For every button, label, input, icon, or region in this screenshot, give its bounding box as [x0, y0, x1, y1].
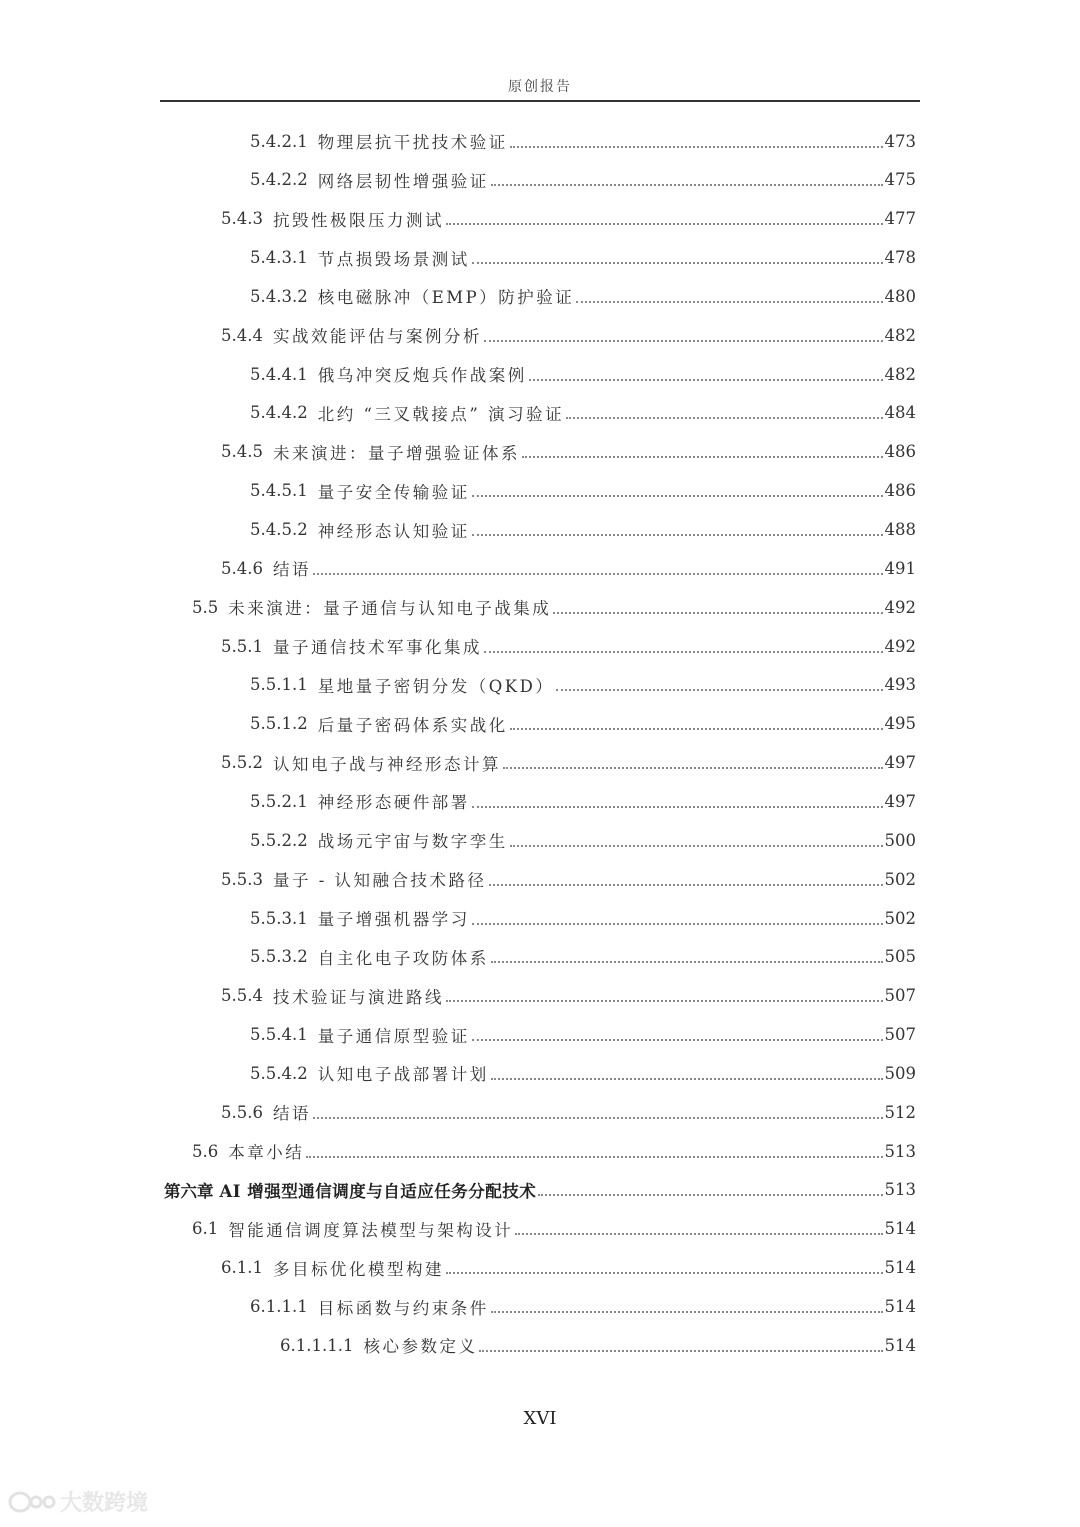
toc-entry[interactable]: [250, 396, 916, 430]
toc-entry-title: 网络层韧性增强验证: [317, 171, 489, 191]
toc-entry-number: 第六章: [164, 1181, 214, 1201]
toc-entry-title: 神经形态硬件部署: [317, 793, 470, 813]
toc-entry-title: 认知电子战与神经形态计算: [272, 754, 501, 774]
toc-entry-title: 节点损毁场景测试: [317, 249, 470, 269]
toc-entry-number: 5.5.3.2: [250, 947, 308, 967]
toc-entry-title: 核电磁脉冲（EMP）防护验证: [317, 288, 575, 308]
toc-entry-page: 477: [884, 209, 916, 229]
toc-dot-leader: [472, 494, 883, 497]
toc-entry-page: 495: [884, 714, 916, 734]
toc-entry-number: 5.4.2.2: [250, 170, 308, 190]
toc-entry-title: 量子通信原型验证: [317, 1026, 470, 1046]
toc-entry-page: 505: [884, 947, 916, 967]
toc-dot-leader: [510, 727, 883, 730]
toc-entry[interactable]: [250, 279, 916, 313]
toc-entry[interactable]: [250, 1018, 916, 1052]
toc-entry-title: 俄乌冲突反炮兵作战案例: [317, 366, 527, 386]
toc-entry-number: 5.5.4.1: [250, 1025, 308, 1045]
toc-dot-leader: [306, 1155, 882, 1158]
toc-entry-number: 5.5.4.2: [250, 1063, 308, 1083]
toc-entry-title: 抗毁性极限压力测试: [272, 210, 444, 230]
toc-entry[interactable]: [250, 241, 916, 275]
toc-entry-number: 5.4.5.2: [250, 520, 308, 539]
toc-entry-title: 量子安全传输验证: [317, 482, 470, 502]
toc-dot-leader: [538, 1193, 882, 1196]
toc-entry[interactable]: [164, 1173, 916, 1207]
toc-entry-page: 513: [884, 1180, 916, 1200]
toc-entry-number: 5.4.2.1: [250, 131, 308, 151]
toc-entry-title: 认知电子战部署计划: [317, 1065, 489, 1085]
toc-dot-leader: [313, 572, 883, 575]
toc-dot-leader: [522, 455, 883, 458]
toc-entry[interactable]: [250, 668, 916, 702]
toc-dot-leader: [553, 611, 882, 614]
toc-entry[interactable]: [250, 1056, 916, 1090]
toc-entry[interactable]: [221, 979, 916, 1013]
toc-dot-leader: [472, 805, 883, 808]
toc-dot-leader: [484, 650, 883, 653]
toc-dot-leader: [510, 844, 883, 847]
toc-entry[interactable]: [221, 318, 916, 352]
toc-entry-title: 未来演进：量子通信与认知电子战集成: [228, 599, 552, 619]
toc-entry-page: 502: [884, 908, 916, 928]
toc-entry-page: 500: [884, 830, 916, 850]
toc-entry-number: 5.5.2: [221, 753, 263, 773]
toc-entry-page: 509: [884, 1063, 916, 1083]
toc-entry-title: 结语: [272, 1104, 311, 1124]
toc-entry-number: 5.5.2.1: [250, 791, 308, 811]
toc-entry-page: 497: [884, 791, 916, 811]
toc-entry-number: 5.5.2.2: [250, 830, 308, 850]
toc-entry-number: 5.4.4: [221, 325, 263, 345]
toc-entry-number: 5.5.6: [221, 1102, 263, 1122]
toc-entry-title: 本章小结: [228, 1143, 305, 1163]
toc-entry-title: 神经形态认知验证: [317, 521, 470, 541]
toc-entry-page: 473: [884, 131, 916, 151]
toc-entry[interactable]: [250, 474, 916, 508]
toc-entry-number: 5.4.5: [221, 442, 263, 462]
toc-entry-number: 5.4.3.2: [250, 286, 308, 306]
toc-entry[interactable]: [250, 357, 916, 391]
toc-entry[interactable]: [192, 1134, 916, 1168]
toc-entry[interactable]: [250, 707, 916, 741]
toc-entry-page: 514: [884, 1258, 916, 1278]
toc-entry-page: 502: [884, 869, 916, 889]
toc-entry[interactable]: [250, 823, 916, 857]
toc-entry-number: 6.1.1.1: [250, 1297, 308, 1316]
toc-entry-number: 5.5.3.1: [250, 908, 308, 928]
toc-dot-leader: [576, 300, 882, 303]
toc-entry-title: 量子 - 认知融合技术路径: [272, 871, 487, 891]
toc-dot-leader: [446, 222, 883, 225]
toc-entry-number: 5.5.1.2: [250, 714, 308, 734]
toc-entry[interactable]: [221, 435, 916, 469]
toc-dot-leader: [491, 960, 883, 963]
toc-entry-number: 5.5.3: [221, 869, 263, 889]
toc-dot-leader: [489, 883, 883, 886]
toc-entry-title: 实战效能评估与案例分析: [272, 327, 482, 347]
toc-entry-page: 514: [884, 1219, 916, 1239]
toc-entry-page: 514: [884, 1335, 916, 1355]
toc-entry-number: 6.1.1.1.1: [280, 1335, 354, 1355]
toc-entry-title: 星地量子密钥分发（QKD）: [317, 676, 555, 696]
toc-entry-number: 5.5.1.1: [250, 675, 308, 695]
toc-dot-leader: [491, 1077, 883, 1080]
toc-dot-leader: [491, 1310, 883, 1313]
toc-entry-title: 自主化电子攻防体系: [317, 948, 489, 968]
chat-bubble-logo-icon: [8, 1489, 56, 1515]
toc-dot-leader: [313, 1116, 883, 1119]
toc-entry-number: 5.4.6: [221, 558, 263, 578]
toc-dot-leader: [472, 261, 883, 264]
toc-entry-page: 475: [884, 170, 916, 190]
toc-entry[interactable]: [250, 1290, 916, 1324]
toc-entry-page: 493: [884, 675, 916, 695]
toc-entry[interactable]: [221, 1251, 916, 1285]
toc-entry-number: 5.4.4.1: [250, 364, 308, 384]
toc-entry-title: 核心参数定义: [363, 1337, 478, 1357]
toc-entry-number: 5.4.3: [221, 209, 263, 229]
toc-entry-page: 492: [884, 636, 916, 656]
toc-entry-number: 5.4.5.1: [250, 481, 308, 501]
toc-entry-title: 后量子密码体系实战化: [317, 715, 508, 735]
toc-entry-number: 6.1: [192, 1219, 219, 1239]
toc-entry[interactable]: [250, 940, 916, 974]
toc-entry-title: 多目标优化模型构建: [272, 1259, 444, 1279]
header-rule: [160, 100, 920, 102]
toc-entry-page: 486: [884, 481, 916, 501]
toc-entry-page: 513: [884, 1141, 916, 1161]
toc-entry-title: 战场元宇宙与数字孪生: [317, 832, 508, 852]
toc-entry-page: 488: [884, 520, 916, 539]
toc-entry-page: 491: [884, 558, 916, 578]
toc-entry-page: 492: [884, 597, 916, 617]
toc-entry[interactable]: [221, 746, 916, 780]
toc-entry[interactable]: [192, 1212, 916, 1246]
page-header: 原创报告: [508, 79, 572, 95]
toc-entry-title: 北约 “三叉戟接点” 演习验证: [317, 404, 565, 424]
toc-dot-leader: [503, 766, 883, 769]
toc-entry-page: 482: [884, 325, 916, 345]
watermark-text: 大数跨境: [60, 1491, 149, 1516]
toc-dot-leader: [446, 1271, 883, 1274]
toc-entry[interactable]: [192, 590, 916, 624]
toc-entry[interactable]: [250, 784, 916, 818]
toc-entry-number: 5.4.4.2: [250, 403, 308, 423]
toc-dot-leader: [491, 183, 883, 186]
toc-entry-page: 514: [884, 1297, 916, 1316]
toc-dot-leader: [446, 999, 883, 1002]
toc-dot-leader: [556, 688, 882, 691]
toc-entry[interactable]: [221, 202, 916, 236]
toc-entry[interactable]: [221, 1095, 916, 1129]
toc-dot-leader: [510, 145, 883, 148]
toc-entry-page: 478: [884, 248, 916, 268]
toc-entry[interactable]: [221, 862, 916, 896]
toc-entry[interactable]: [221, 629, 916, 663]
page-number: XVI: [523, 1408, 557, 1429]
toc-dot-leader: [484, 339, 883, 342]
toc-entry-page: 484: [884, 403, 916, 423]
toc-entry-page: 507: [884, 1025, 916, 1045]
toc-dot-leader: [566, 416, 882, 419]
toc-entry-page: 512: [884, 1102, 916, 1122]
toc-entry-number: 5.6: [192, 1141, 219, 1161]
toc-dot-leader: [472, 533, 883, 536]
toc-entry-number: 5.5: [192, 597, 219, 617]
toc-dot-leader: [472, 922, 883, 925]
toc-entry-title: AI 增强型通信调度与自适应任务分配技术: [219, 1181, 537, 1201]
toc-entry[interactable]: [250, 163, 916, 197]
toc-entry-number: 5.4.3.1: [250, 248, 308, 268]
toc-dot-leader: [515, 1232, 882, 1235]
toc-entry-title: 量子增强机器学习: [317, 910, 470, 929]
toc-entry[interactable]: [250, 124, 916, 158]
toc-entry-title: 智能通信调度算法模型与架构设计: [228, 1220, 514, 1240]
toc-entry-page: 507: [884, 986, 916, 1006]
toc-entry[interactable]: [280, 1328, 916, 1362]
toc-entry-number: 5.5.1: [221, 636, 263, 656]
toc-entry-page: 497: [884, 753, 916, 773]
toc-dot-leader: [472, 1038, 883, 1041]
toc-entry-number: 6.1.1: [221, 1258, 263, 1278]
toc-dot-leader: [529, 378, 883, 381]
toc-entry[interactable]: [250, 513, 916, 547]
toc-entry[interactable]: [250, 901, 916, 935]
toc-entry-title: 未来演进：量子增强验证体系: [272, 443, 520, 463]
toc-entry-number: 5.5.4: [221, 986, 263, 1006]
toc-dot-leader: [479, 1349, 882, 1352]
toc-entry-title: 结语: [272, 560, 311, 580]
toc-entry-page: 482: [884, 364, 916, 384]
toc-entry[interactable]: [221, 551, 916, 585]
toc-entry-title: 物理层抗干扰技术验证: [317, 133, 508, 152]
toc-entry-page: 486: [884, 442, 916, 462]
toc-entry-title: 技术验证与演进路线: [272, 987, 444, 1007]
watermark: [8, 1486, 148, 1517]
toc-entry-title: 量子通信技术军事化集成: [272, 638, 482, 658]
toc-entry-title: 目标函数与约束条件: [317, 1298, 489, 1318]
toc-entry-page: 480: [884, 286, 916, 306]
